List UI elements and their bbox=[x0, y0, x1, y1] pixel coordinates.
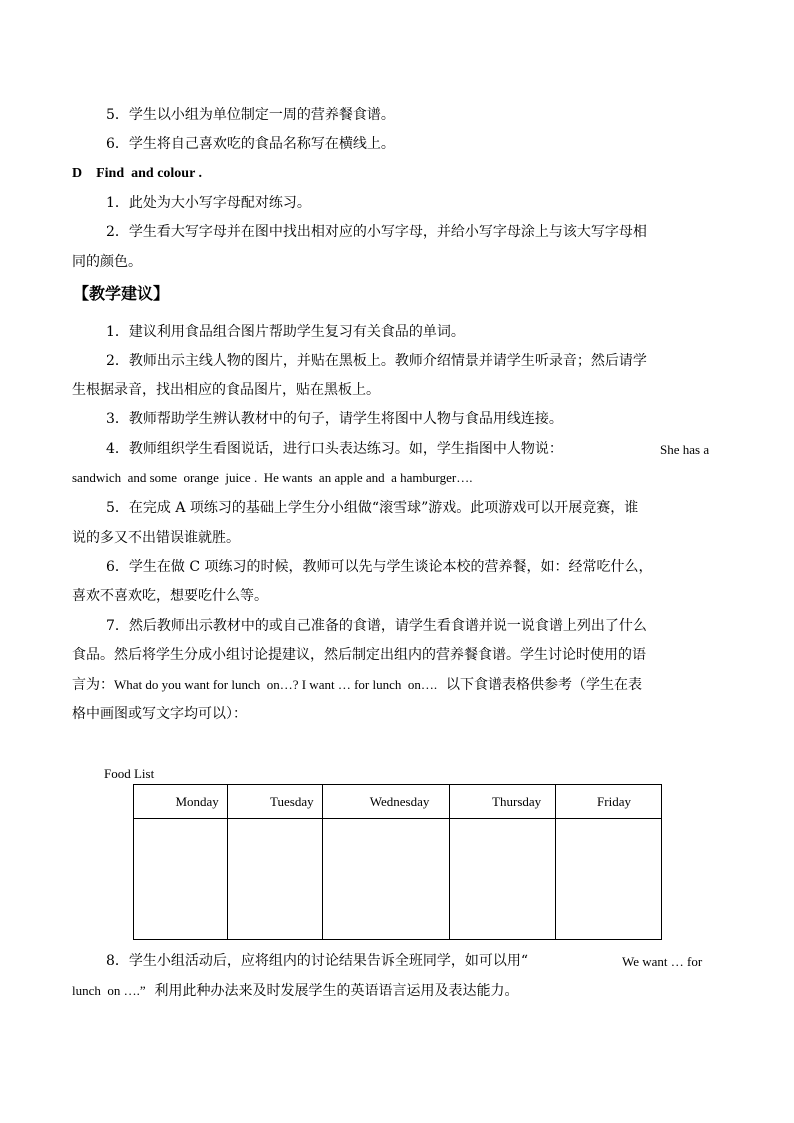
suggestion-4-english-start: She has a bbox=[660, 442, 710, 457]
suggestion-3-text: 3．教师帮助学生辨认教材中的句子，请学生将图中人物与食品用线连接。 bbox=[106, 411, 563, 427]
suggestion-1-text: 1．建议利用食品组合图片帮助学生复习有关食品的单词。 bbox=[106, 324, 465, 340]
food-table-body-row bbox=[134, 819, 662, 940]
suggestion-8-text-line2 bbox=[72, 981, 519, 1001]
suggestion-7-zh-prefix: 言为： bbox=[72, 677, 114, 693]
food-list-table bbox=[133, 784, 662, 940]
suggestion-8-zh: 利用此种办法来及时发展学生的英语语言运用及表达能力。 bbox=[145, 983, 519, 999]
suggestion-2-text-line1: 2．教师出示主线人物的图片，并贴在黑板上。教师介绍情景并请学生听录音；然后请学 bbox=[106, 353, 647, 369]
food-table-header-tuesday: Tuesday bbox=[227, 785, 322, 819]
food-table-cell-monday bbox=[134, 819, 228, 940]
suggestion-4-text-line2: sandwich and some orange juice . He wants an apple and a hamburger…. bbox=[72, 470, 473, 485]
suggestion-7-english: What do you want for lunch on…? I want … for lunch on…. bbox=[114, 677, 438, 692]
suggestion-2-text-line2: 生根据录音，找出相应的食品图片，贴在黑板上。 bbox=[72, 382, 380, 398]
suggestion-7-zh-suffix: 以下食谱表格供参考（学生在表 bbox=[437, 677, 643, 693]
suggestion-7-text-line3 bbox=[72, 675, 642, 695]
suggestion-4-text-line1 bbox=[106, 439, 563, 459]
d-item-1-text: 1．此处为大小写字母配对练习。 bbox=[106, 195, 311, 211]
suggestion-5-text-line1: 5．在完成 A 项练习的基础上学生分小组做“滚雪球”游戏。此项游戏可以开展竞赛，谁 bbox=[106, 500, 639, 516]
suggestion-6-text-line1: 6．学生在做 C 项练习的时候，教师可以先与学生谈论本校的营养餐，如：经常吃什么， bbox=[106, 559, 653, 575]
suggestion-8-text-line1-en: We want … for bbox=[622, 954, 703, 969]
suggestion-6-text-line2: 喜欢不喜欢吃，想要吃什么等。 bbox=[72, 588, 268, 604]
food-table-header-friday: Friday bbox=[556, 785, 662, 819]
food-table-cell-tuesday bbox=[227, 819, 322, 940]
suggestion-8-text-line1-zh: 8．学生小组活动后，应将组内的讨论结果告诉全班同学，如可以用“ bbox=[106, 953, 529, 969]
d-item-2-text-line1: 2．学生看大写字母并在图中找出相对应的小写字母，并给小写字母涂上与该大写字母相 bbox=[106, 224, 647, 240]
d-item-2-text-line2: 同的颜色。 bbox=[72, 254, 142, 270]
food-list-label: Food List bbox=[104, 766, 155, 781]
suggestion-7-text-line4: 格中画图或写文字均可以）： bbox=[72, 706, 247, 722]
section-title-teaching-suggestions: 【教学建议】 bbox=[73, 284, 170, 303]
suggestion-7-text-line2: 食品。然后将学生分成小组讨论提建议，然后制定出组内的营养餐食谱。学生讨论时使用的语 bbox=[72, 647, 646, 663]
suggestion-8-english: lunch on ….” bbox=[72, 983, 146, 998]
food-table-header-thursday: Thursday bbox=[450, 785, 556, 819]
food-table-cell-wednesday bbox=[322, 819, 450, 940]
suggestion-5-text-line2: 说的多又不出错误谁就胜。 bbox=[72, 530, 240, 546]
food-table-cell-friday bbox=[556, 819, 662, 940]
item-6-text: 6．学生将自己喜欢吃的食品名称写在横线上。 bbox=[106, 136, 395, 152]
food-table-header-monday: Monday bbox=[134, 785, 228, 819]
section-d-heading: D Find and colour . bbox=[72, 166, 203, 181]
food-table-header-row bbox=[134, 785, 662, 819]
food-table-cell-thursday bbox=[450, 819, 556, 940]
item-5-text: 5．学生以小组为单位制定一周的营养餐食谱。 bbox=[106, 107, 395, 123]
suggestion-7-text-line1: 7．然后教师出示教材中的或自己准备的食谱，请学生看食谱并说一说食谱上列出了什么 bbox=[106, 618, 647, 634]
suggestion-4-zh: 4．教师组织学生看图说话，进行口头表达练习。如，学生指图中人物说： bbox=[106, 441, 563, 457]
food-table-header-wednesday: Wednesday bbox=[322, 785, 450, 819]
